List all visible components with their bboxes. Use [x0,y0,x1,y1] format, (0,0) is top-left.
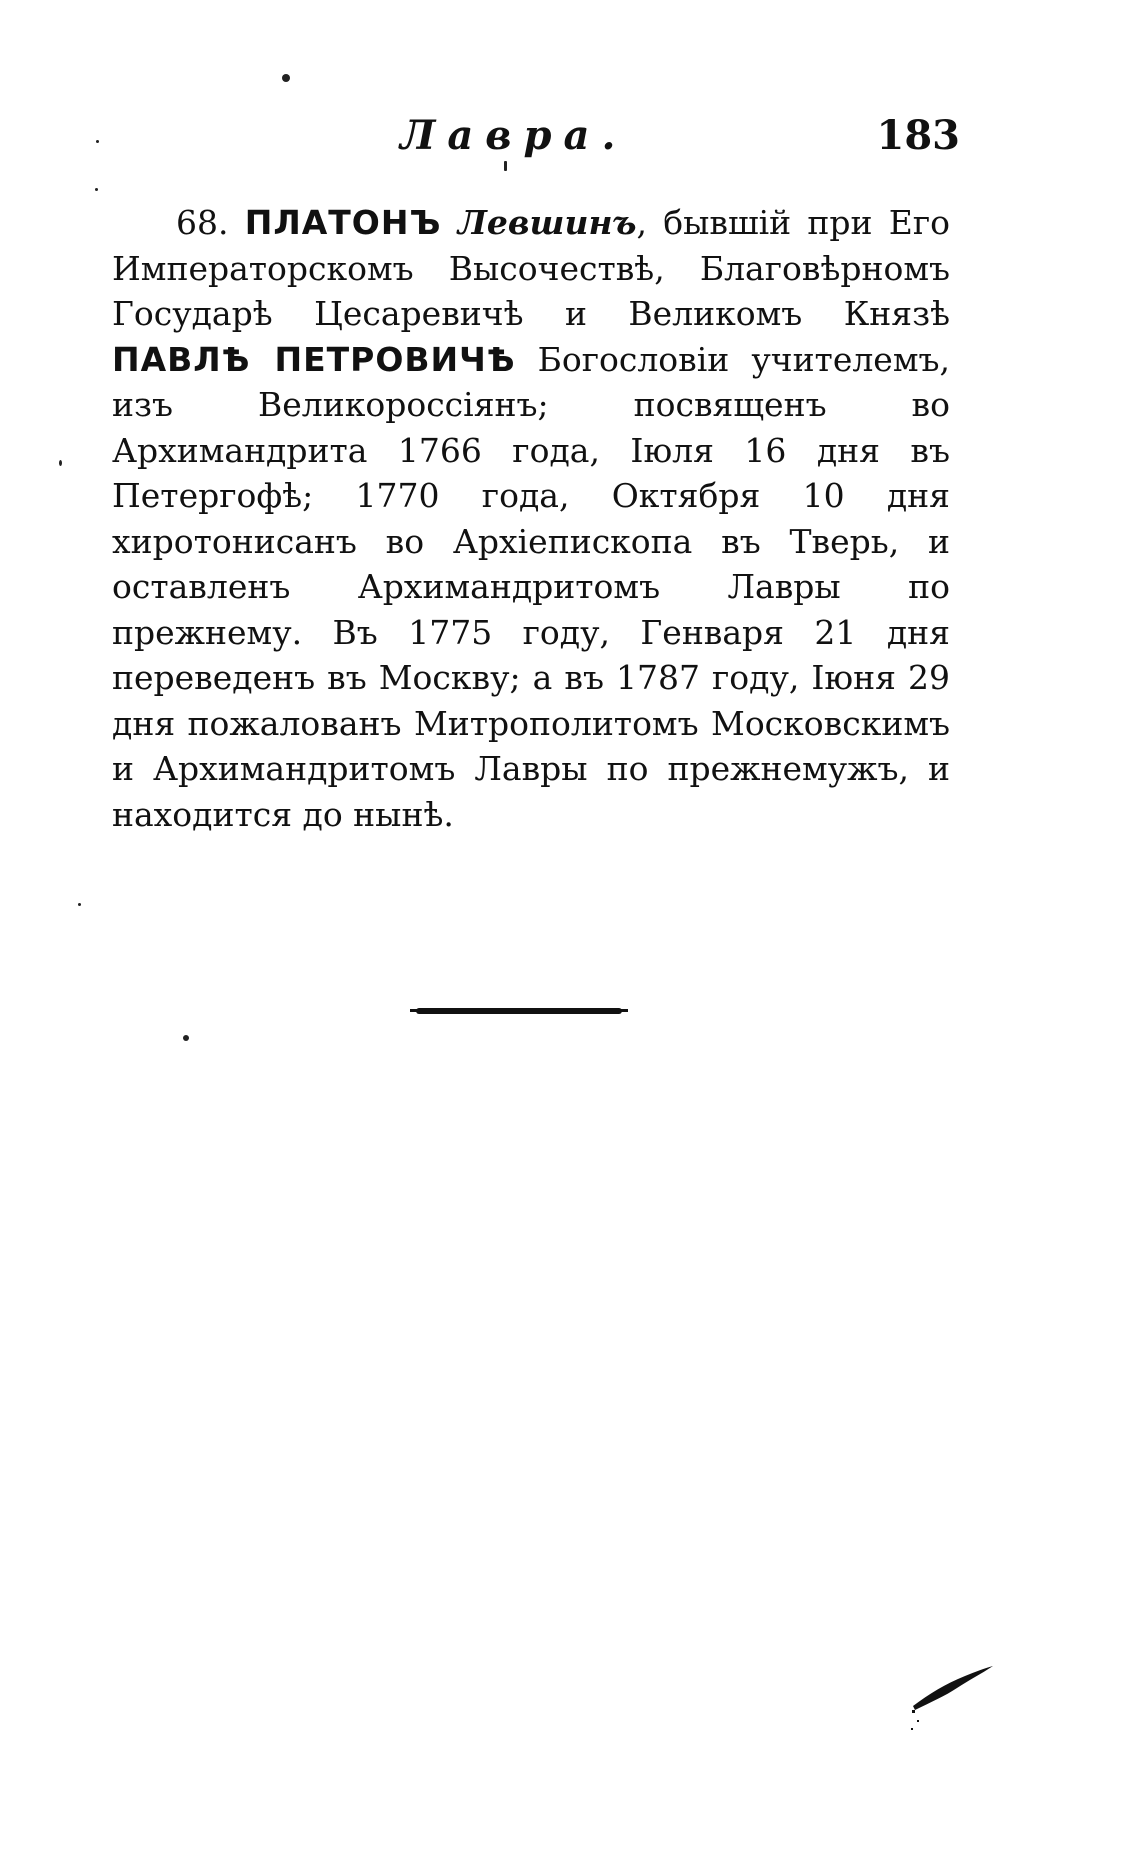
entry-text-part2: Богословіи учителемъ, изъ Великороссіянъ; посвященъ во Архимандрита 1766 года, Іюля 16 дня въ Петергофѣ; 1770 года, Октября 10 дня хиротонисанъ во Архіепископа въ Тверь, и оставленъ Архимандритомъ Лавры по прежнему. Въ 1775 году, Генваря 21 дня переведенъ въ Москву; а въ 1787 году, Іюня 29 дня пожалованъ Митрополитомъ Московскимъ и Архимандритомъ Лавры по прежнемужъ, и находится до нынѣ. [112,339,950,834]
entry-prince-name: ПАВЛѢ ПЕТРОВИЧѢ [112,339,516,379]
scan-speck [183,1035,189,1041]
entry-name: ПЛАТОНЪ [244,203,442,242]
ink-mark-icon [905,1650,995,1740]
entry-text-part1: , бывшій при Его Императорскомъ Высочествѣ, Благовѣрномъ Государѣ Цесаревичѣ и Великомъ Князѣ [112,203,950,333]
page-number: 183 [876,112,960,159]
entry-paragraph [112,200,950,837]
running-head: Лавра. [400,112,628,159]
scan-speck [78,903,81,906]
scan-speck [59,460,62,466]
entry-surname: Левшинъ [457,203,637,242]
section-divider-rule [416,1008,622,1014]
scan-speck [282,74,290,82]
page-header [400,112,960,172]
scan-speck [504,161,507,171]
entry-number: 68. [176,203,229,242]
scan-speck [95,188,98,191]
scan-speck [96,140,99,143]
